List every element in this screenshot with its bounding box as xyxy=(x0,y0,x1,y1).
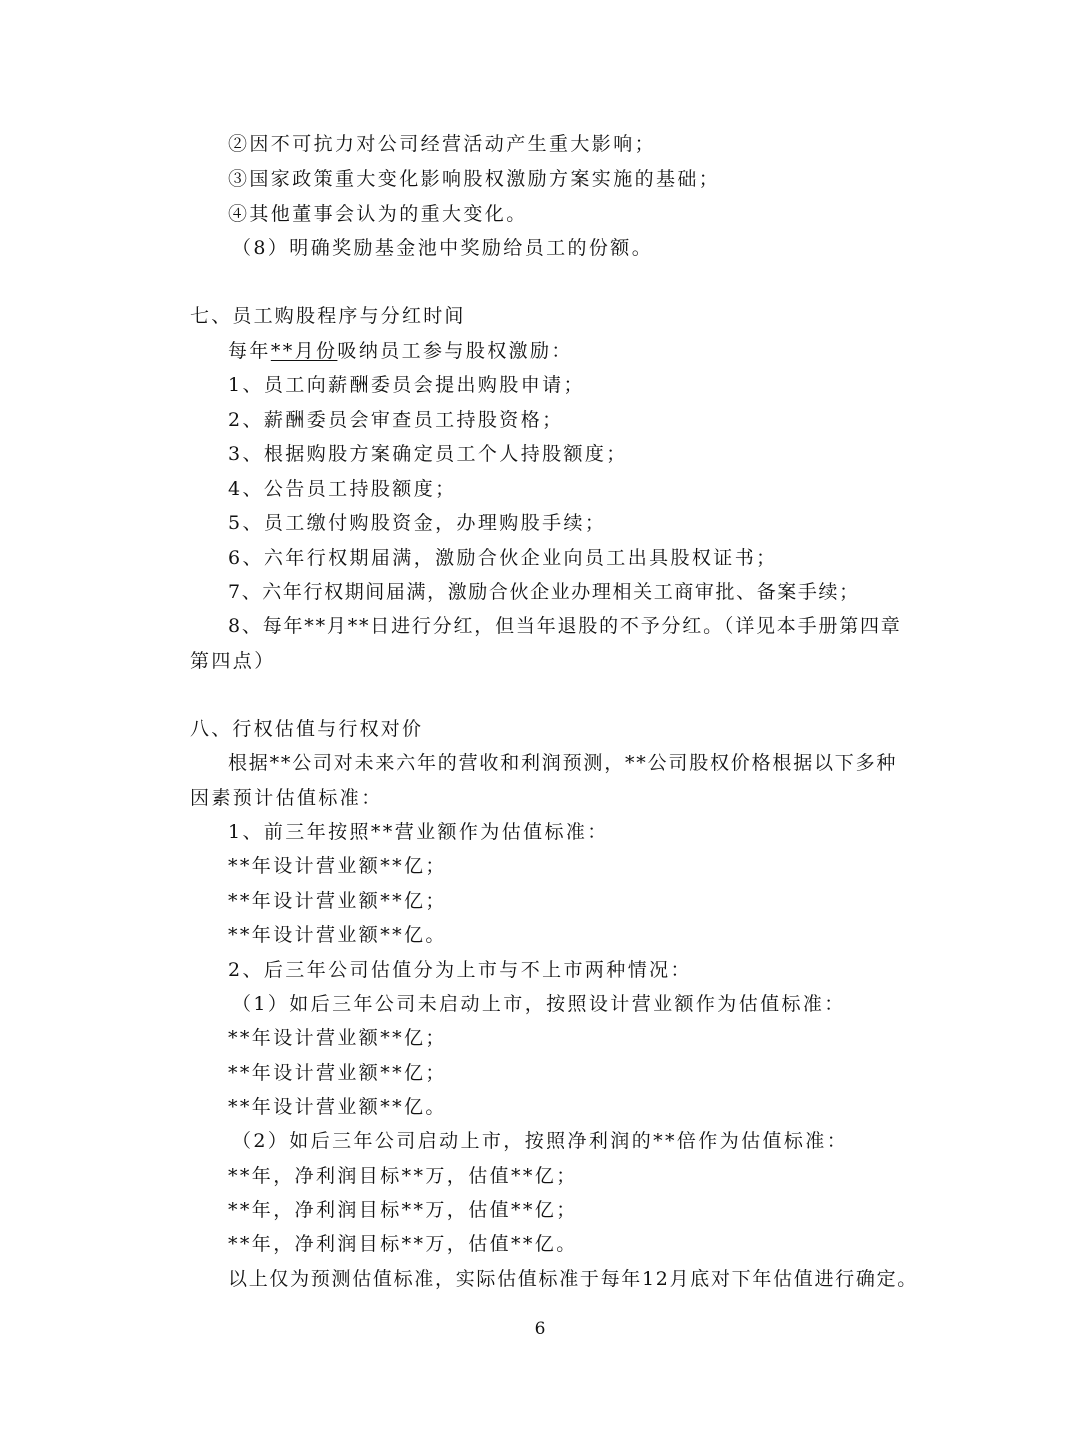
section-heading: 八、行权估值与行权对价 xyxy=(190,718,424,740)
list-item: （8）明确奖励基金池中奖励给员工的份额。 xyxy=(232,237,654,259)
paragraph-line: 因素预计估值标准： xyxy=(190,787,383,809)
page-number: 6 xyxy=(534,1319,546,1339)
list-item: **年，净利润目标**万，估值**亿； xyxy=(228,1199,578,1221)
closing-paragraph: 以上仅为预测估值标准，实际估值标准于每年12月底对下年估值进行确定。 xyxy=(228,1268,918,1290)
subsection-title: 1、前三年按照**营业额作为估值标准： xyxy=(228,821,609,843)
step-item: 6、六年行权期届满，激励合伙企业向员工出具股权证书； xyxy=(228,547,778,569)
list-item: **年，净利润目标**万，估值**亿。 xyxy=(228,1233,578,1255)
list-item: ②因不可抗力对公司经营活动产生重大影响； xyxy=(228,133,657,155)
list-item: **年，净利润目标**万，估值**亿； xyxy=(228,1165,578,1187)
list-item: **年设计营业额**亿； xyxy=(228,1062,447,1084)
list-item: **年设计营业额**亿。 xyxy=(228,1096,447,1118)
intro-suffix: 吸纳员工参与股权激励： xyxy=(337,340,573,362)
section-intro xyxy=(228,339,573,363)
list-item: ④其他董事会认为的重大变化。 xyxy=(228,203,528,225)
list-item: **年设计营业额**亿； xyxy=(228,1027,447,1049)
list-item: ③国家政策重大变化影响股权激励方案实施的基础； xyxy=(228,168,721,190)
step-item: 7、六年行权期间届满，激励合伙企业办理相关工商审批、备案手续； xyxy=(228,581,860,603)
list-item: **年设计营业额**亿； xyxy=(228,890,447,912)
paragraph-line: 根据**公司对未来六年的营收和利润预测，**公司股权价格根据以下多种 xyxy=(228,752,898,774)
intro-prefix: 每年 xyxy=(228,340,271,362)
step-item: 2、薪酬委员会审查员工持股资格； xyxy=(228,409,564,431)
step-item-continuation: 第四点） xyxy=(190,650,276,672)
list-item: **年设计营业额**亿。 xyxy=(228,924,447,946)
section-heading: 七、员工购股程序与分红时间 xyxy=(190,305,466,327)
case-title: （1）如后三年公司未启动上市，按照设计营业额作为估值标准： xyxy=(232,993,846,1015)
list-item: **年设计营业额**亿； xyxy=(228,855,447,877)
subsection-title: 2、后三年公司估值分为上市与不上市两种情况： xyxy=(228,959,692,981)
case-title: （2）如后三年公司启动上市，按照净利润的**倍作为估值标准： xyxy=(232,1130,849,1152)
intro-underlined: **月份 xyxy=(270,340,338,362)
step-item: 5、员工缴付购股资金，办理购股手续； xyxy=(228,512,607,534)
step-item: 8、每年**月**日进行分红，但当年退股的不予分红。（详见本手册第四章 xyxy=(228,615,902,637)
step-item: 4、公告员工持股额度； xyxy=(228,478,457,500)
step-item: 1、员工向薪酬委员会提出购股申请； xyxy=(228,374,585,396)
step-item: 3、根据购股方案确定员工个人持股额度； xyxy=(228,443,628,465)
